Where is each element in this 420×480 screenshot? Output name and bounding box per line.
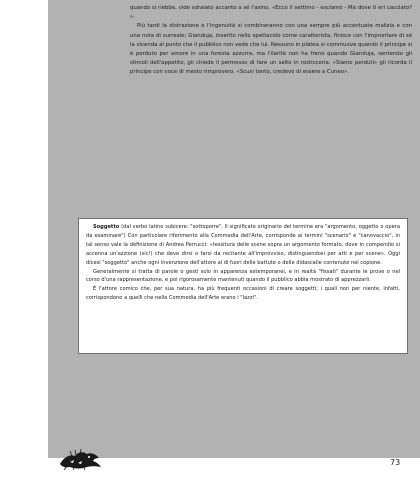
- main-paragraph-1: quando si riebbe, vide sdraiato accanto a sé l'asino. «Ecco il settimo - esclamò - Ma dove ti eri cacciato? ».: [130, 5, 412, 21]
- definition-term: Soggetto: [93, 224, 120, 230]
- definition-paragraph-2: Generalmente si tratta di parole o gesti solo in apparenza estemporanei, e in realtà "fissati" durante le prove o nel corso d'una rappresentazione, e poi rigorosamente mantenuti quando il pubblico abbia mostrato di apprezzarli.: [86, 268, 400, 284]
- definition-box: [78, 218, 408, 354]
- definition-paragraph-3: È l'attore comico che, per sua natura, ha più frequenti occasioni di creare soggetti; i quali non per niente, infatti, corrispondono a quelli che nella Commedia dell'Arte erano i "lazzi".: [86, 286, 400, 302]
- dragon-logo-icon: [58, 448, 102, 470]
- definition-text: (dal verbo latino subicere: "sottoporre". Il significato originario del termine era "argomento, oggetto o opera da esaminare") Con particolare riferimento alla Commedia dell'Arte, corrisponde ai termini "scenario" e "canovaccio", in tal senso vale la definizione di Andrea Perrucci: «tessitura delle scene sopra un argomento formato, dove in compendio si accenna un'azzione (sic!) che deve dirsi o farsi da recitante all'improvviso, distinguendosi per atti e per scene». Oggi dicesi "soggetto" anche ogni invenzione dell'attore al di fuori delle battute o delle didascalie contenute nel copione.: [86, 224, 400, 266]
- main-paragraph-2: Più tardi la distrazione e l'ingenuità si combineranno con una sempre più accentuata malizia e con una nota di surreale; Gianduja, inserito nello spettacolo come caratterista, finisce con l'improntare di sé la vicenda al punto che il pubblico non vede che lui. Nessuno in platea si commuove quando il principe si è perduto per amore in una foresta azzurra, ma l'ilarità non ha freno quando Gianduja, sentendo gli stimoli dell'appetito, gli chiede il permesso di fare un salto in rosticceria. «Siamo perduti» gli ricorda il principe con voce di mesto rimprovero. «Scusi tanto, credevo di essere a Cuneo».: [130, 23, 412, 76]
- main-text-column: [130, 4, 412, 78]
- page-number: 73: [390, 458, 401, 467]
- definition-paragraph-1: [86, 223, 400, 268]
